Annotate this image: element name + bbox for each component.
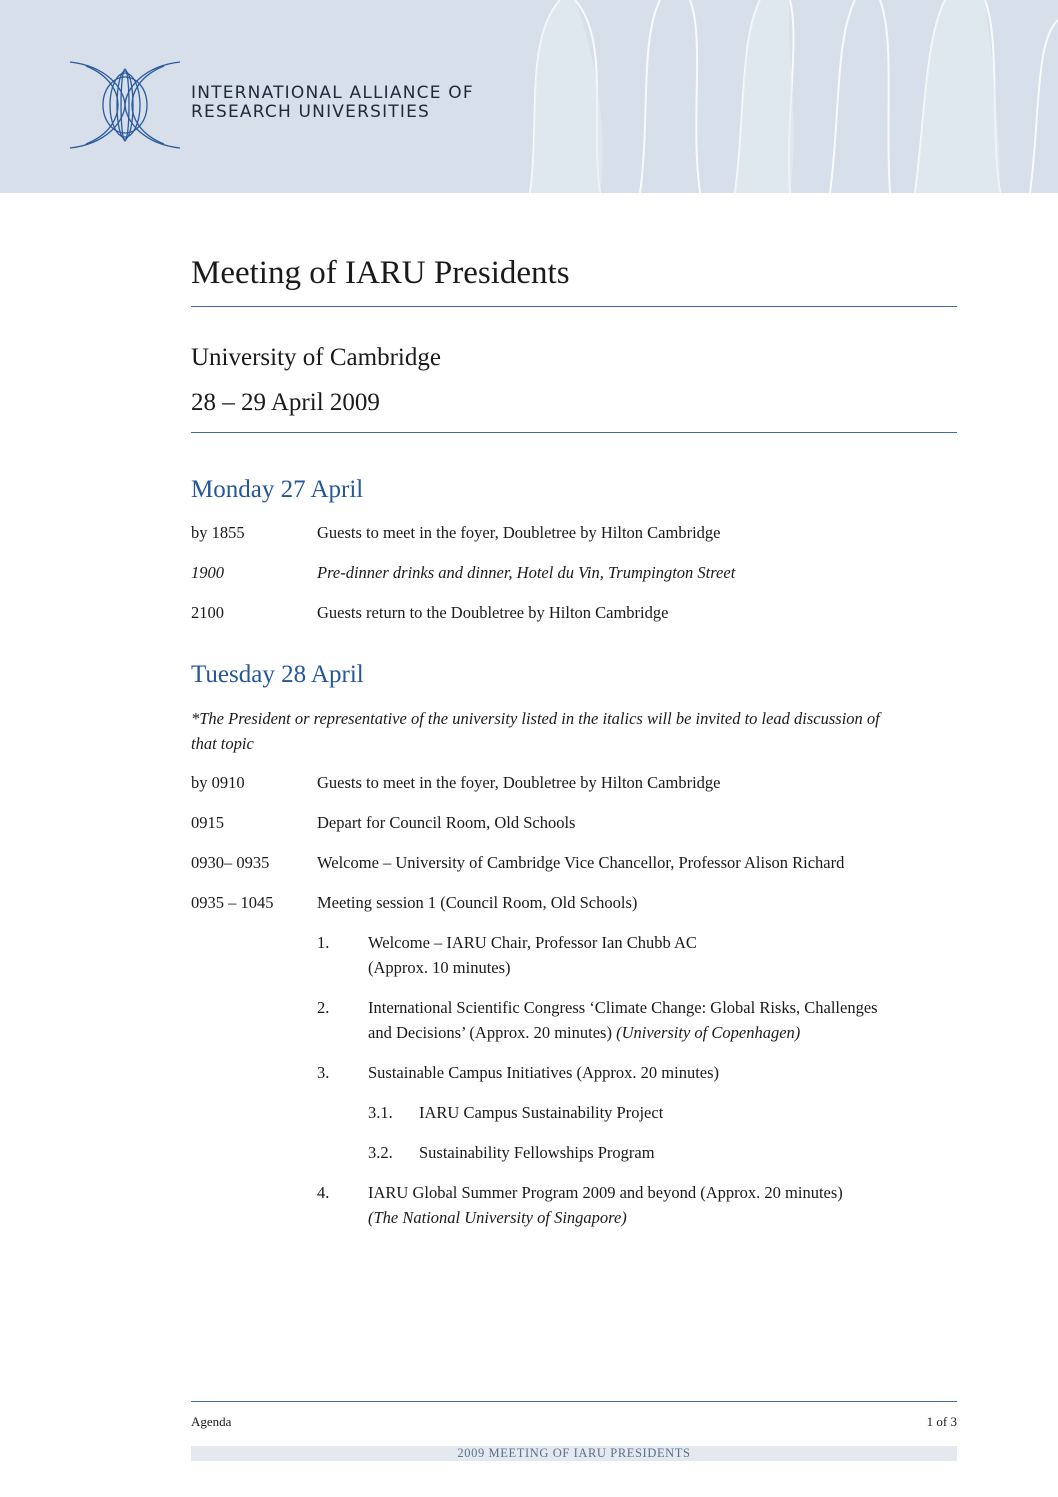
row-description: Meeting session 1 (Council Room, Old Schools) <box>317 893 638 912</box>
header-banner <box>0 0 1058 193</box>
item-line: IARU Global Summer Program 2009 and beyond (Approx. 20 minutes) <box>368 1183 843 1202</box>
row-time: 0935 – 1045 <box>191 893 274 912</box>
row-time: 2100 <box>191 603 224 622</box>
item-line: Welcome – IARU Chair, Professor Ian Chubb AC <box>368 933 697 952</box>
footer-doc-label: Agenda <box>191 1414 232 1429</box>
item-lead-university: (University of Copenhagen) <box>616 1023 801 1042</box>
footer-divider <box>191 1401 957 1402</box>
item-number: 1. <box>317 933 330 952</box>
iaru-logo-icon <box>66 58 184 152</box>
row-time: 0915 <box>191 813 224 832</box>
org-name <box>191 84 474 122</box>
item-line: and Decisions’ (Approx. 20 minutes) <box>368 1023 617 1042</box>
item-text: IARU Campus Sustainability Project <box>419 1103 664 1122</box>
page-number: 1 of 3 <box>926 1414 957 1429</box>
item-number: 3.1. <box>368 1103 393 1122</box>
item-lead-university: (The National University of Singapore) <box>368 1208 627 1227</box>
discussion-note: *The President or representative of the university listed in the italics will be invited to lead discussion of that topic <box>191 709 880 753</box>
footer-band: 2009 MEETING OF IARU PRESIDENTS <box>191 1446 957 1461</box>
item-number: 2. <box>317 998 330 1017</box>
item-number: 3.2. <box>368 1143 393 1162</box>
item-text: Sustainability Fellowships Program <box>419 1143 655 1162</box>
item-text <box>368 1180 843 1230</box>
row-time: by 0910 <box>191 773 245 792</box>
item-text <box>368 930 697 980</box>
item-number: 3. <box>317 1063 330 1082</box>
venue: University of Cambridge <box>191 344 441 371</box>
row-description: Guests return to the Doubletree by Hilton Cambridge <box>317 603 669 622</box>
meeting-dates: 28 – 29 April 2009 <box>191 389 380 416</box>
item-text <box>368 995 878 1045</box>
page-title: Meeting of IARU Presidents <box>191 255 570 291</box>
monday-heading: Monday 27 April <box>191 476 364 503</box>
item-line: International Scientific Congress ‘Climate Change: Global Risks, Challenges <box>368 998 878 1017</box>
row-description: Guests to meet in the foyer, Doubletree by Hilton Cambridge <box>317 523 721 542</box>
subtitle-divider <box>191 432 957 433</box>
item-number: 4. <box>317 1183 330 1202</box>
item-line: (Approx. 10 minutes) <box>368 958 511 977</box>
org-name-line2: RESEARCH UNIVERSITIES <box>191 102 431 122</box>
row-description: Welcome – University of Cambridge Vice Chancellor, Professor Alison Richard <box>317 853 845 872</box>
row-time: 1900 <box>191 563 224 582</box>
org-name-line1: INTERNATIONAL ALLIANCE OF <box>191 83 474 103</box>
item-text: Sustainable Campus Initiatives (Approx. 20 minutes) <box>368 1063 720 1082</box>
tuesday-heading: Tuesday 28 April <box>191 661 364 688</box>
row-description: Pre-dinner drinks and dinner, Hotel du Vin, Trumpington Street <box>317 563 736 582</box>
title-divider <box>191 306 957 307</box>
row-time: by 1855 <box>191 523 245 542</box>
row-description: Guests to meet in the foyer, Doubletree by Hilton Cambridge <box>317 773 721 792</box>
row-time: 0930– 0935 <box>191 853 270 872</box>
row-description: Depart for Council Room, Old Schools <box>317 813 576 832</box>
